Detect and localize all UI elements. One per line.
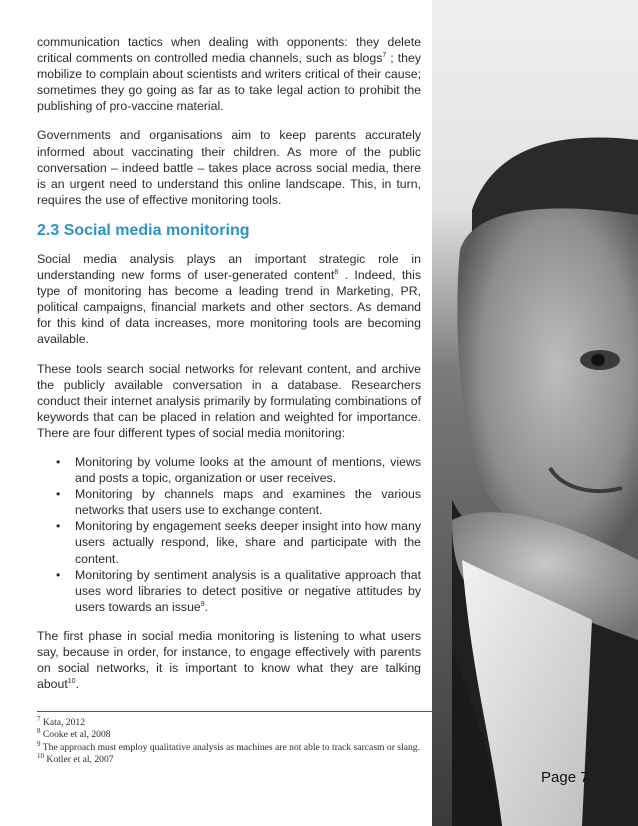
footnote-divider: [37, 711, 435, 712]
paragraph: [37, 251, 421, 348]
bullet-icon: •: [56, 487, 61, 502]
footnote-ref: 9: [200, 600, 205, 608]
bullet-icon: •: [56, 567, 61, 582]
text: .: [204, 599, 209, 614]
paragraph: [37, 34, 421, 114]
list-item: [56, 486, 421, 518]
footnote-text: The approach must employ qualitative analysis as machines are not able to track sarcasm or slang.: [40, 741, 420, 753]
footnote-text: Kata, 2012: [40, 717, 85, 728]
text: .: [75, 677, 79, 692]
footnote-text: Kotler et al, 2007: [44, 754, 114, 766]
list-item-text: Monitoring by sentiment analysis is a qualitative approach that uses word libraries to detect positive or negative attitudes by users towards an issue: [75, 567, 421, 614]
footnotes: [37, 714, 435, 767]
footnote-number: 7: [37, 714, 41, 723]
article-body: [37, 34, 421, 692]
list-item-text: Monitoring by channels maps and examines the various networks that users use to exchange content.: [75, 487, 421, 518]
bullet-icon: •: [56, 519, 61, 534]
child-photo: [432, 0, 638, 826]
monitoring-types-list: [37, 454, 421, 615]
footnote-ref: 10: [67, 678, 76, 686]
footnote-ref: 8: [334, 268, 339, 276]
footnote: [37, 754, 435, 766]
list-item: [56, 454, 421, 486]
paragraph: [37, 628, 421, 692]
text: communication tactics when dealing with opponents: they delete critical comments on controlled media channels, such as blogs: [37, 35, 421, 66]
page-number: Page 7: [541, 769, 589, 786]
text: . Indeed, this type of monitoring has become a leading trend in Marketing, PR, political campaigns, financial markets and other sectors. As demand for this kind of data increases, more monitoring tools are becoming available.: [37, 268, 421, 347]
section-heading: 2.3 Social media monitoring: [37, 221, 250, 239]
bullet-icon: •: [56, 454, 61, 469]
footnote: [37, 714, 435, 729]
list-item-text: Monitoring by volume looks at the amount of mentions, views and posts a topic, organization or user receives.: [75, 454, 421, 486]
footnote-text: Cooke et al, 2008: [40, 729, 111, 741]
list-item-text: Monitoring by engagement seeks deeper insight into how many users actually respond, like, share and participate with the content.: [75, 519, 421, 566]
footnote-ref: 7: [382, 52, 387, 59]
footnote-number: 10: [37, 752, 44, 761]
list-item: [56, 567, 421, 615]
footnote: [37, 739, 435, 754]
text: Social media analysis plays an important strategic role in understanding new forms of user-generated content: [37, 251, 421, 283]
paragraph: Governments and organisations aim to keep parents accurately informed about vaccinating their children. As more of the public conversation – indeed battle – takes place across social media, there is an urgent need to understand this online landscape. This, in turn, requires the use of effective monitoring tools.: [37, 128, 421, 207]
paragraph: These tools search social networks for relevant content, and archive the publicly available conversation in a database. Researchers conduct their internet analysis primarily by formulating combinations of keywords that can be placed in relation and weighted for importance. There are four different types of social media monitoring:: [37, 361, 421, 440]
list-item: [56, 518, 421, 566]
text: ; they mobilize to complain about scientists and writers critical of their cause; sometimes they go going as far as to take legal action to prohibit the publishing of pro-vaccine material.: [37, 51, 421, 114]
text: The first phase in social media monitoring is listening to what users say, because in order, for instance, to engage effectively with parents on social networks, it is important to know what they are talking about: [37, 628, 421, 692]
footnote-number: 8: [37, 727, 41, 736]
footnote: [37, 729, 435, 741]
footnote-number: 9: [37, 739, 41, 748]
